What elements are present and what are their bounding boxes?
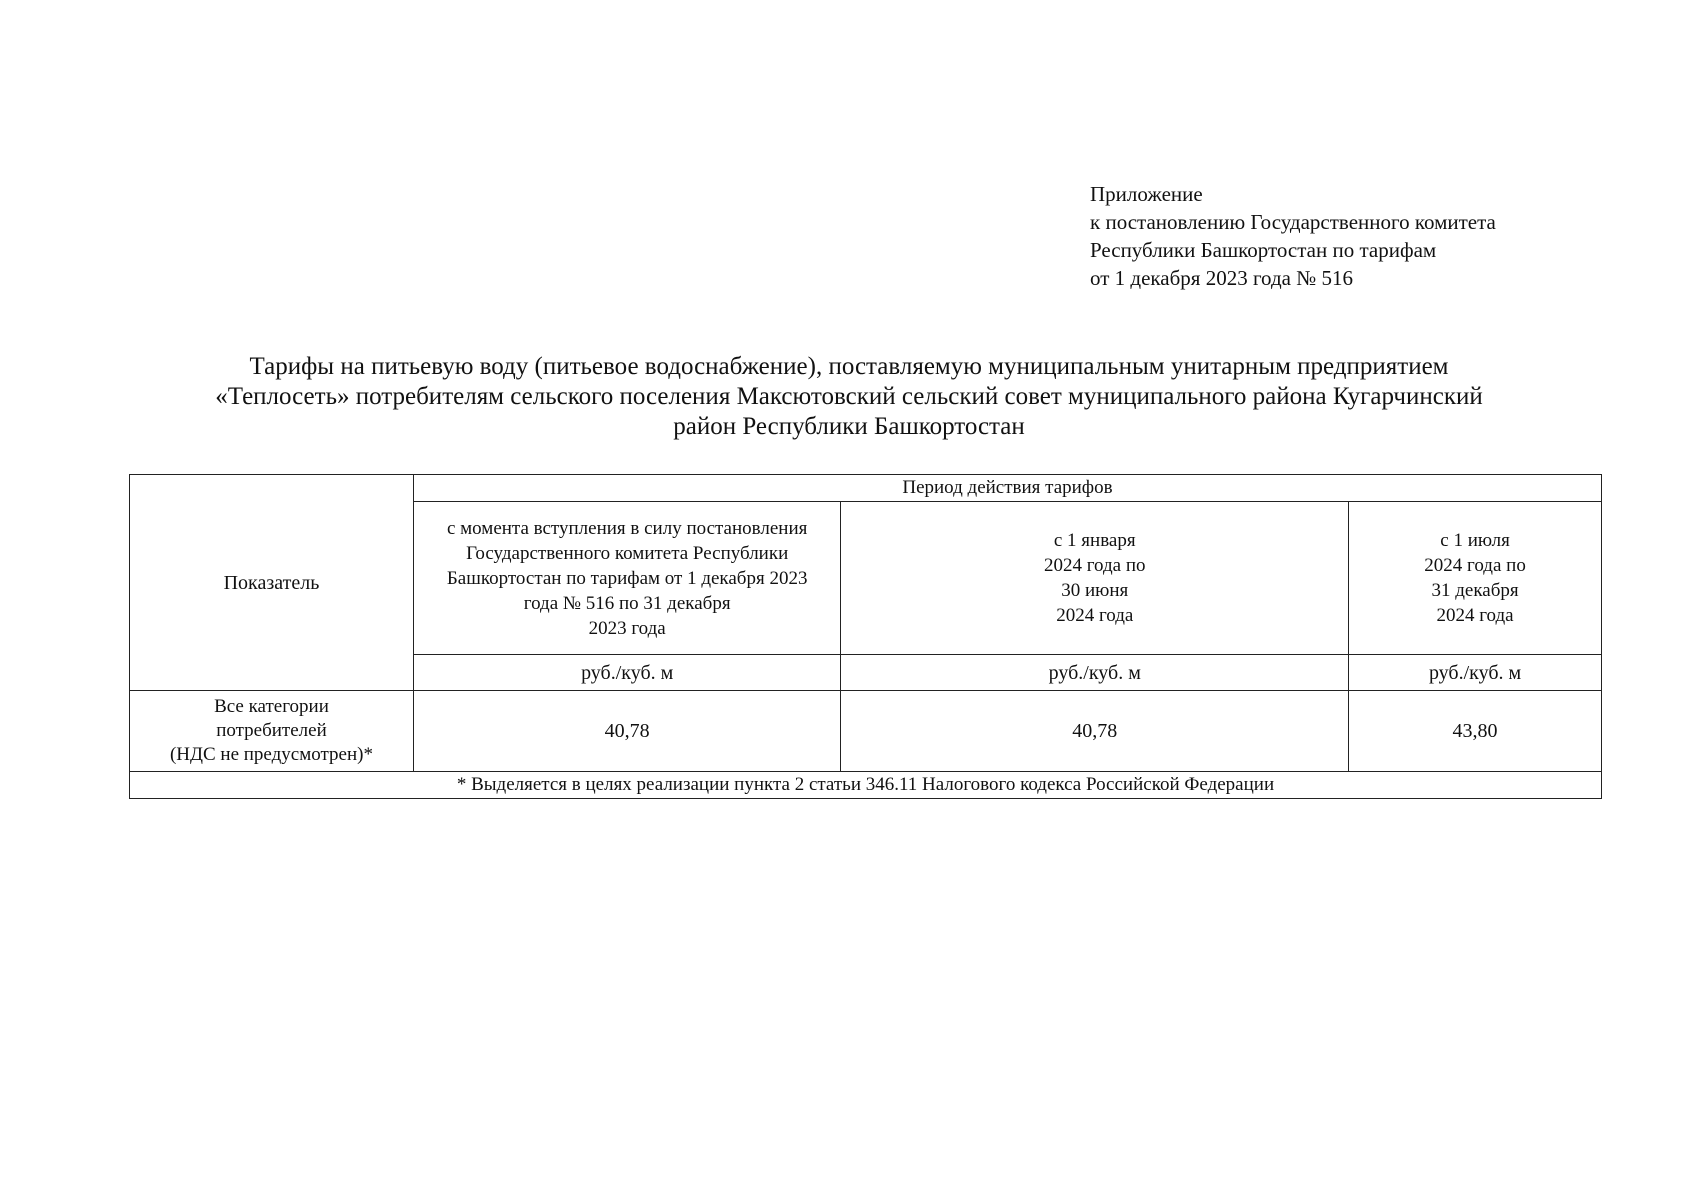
period-3-line: 2024 года по	[1424, 555, 1526, 576]
tariff-table	[129, 474, 1602, 799]
period-1-cell	[413, 502, 840, 655]
appendix-line: Республики Башкортостан по тарифам	[1090, 238, 1437, 262]
period-2-line: 2024 года	[1056, 605, 1134, 626]
period-3-line: с 1 июля	[1440, 530, 1510, 551]
tariff-value: 40,78	[841, 691, 1349, 772]
appendix-line: к постановлению Государственного комитета	[1090, 210, 1496, 234]
period-2-cell	[841, 502, 1349, 655]
appendix-line: от 1 декабря 2023 года № 516	[1090, 266, 1353, 290]
title-line: «Теплосеть» потребителям сельского поселения Максютовский сельский совет муниципального района Кугарчинский	[215, 383, 1483, 410]
period-1-line: года № 516 по 31 декабря	[523, 592, 731, 614]
footnote: * Выделяется в целях реализации пункта 2 статьи 346.11 Налогового кодекса Российской Федерации	[130, 772, 1602, 799]
unit-cell: руб./куб. м	[413, 655, 840, 691]
period-2-line: 2024 года по	[1043, 555, 1146, 576]
period-1-line: Башкортостан по тарифам от 1 декабря 2023	[446, 567, 808, 589]
period-2-line: с 1 января	[1053, 530, 1136, 551]
period-1-line: с момента вступления в силу постановления	[446, 517, 808, 539]
period-1-line: 2023 года	[588, 617, 666, 639]
period-3-line: 2024 года	[1436, 605, 1514, 626]
unit-cell: руб./куб. м	[1349, 655, 1602, 691]
indicator-header: Показатель	[130, 475, 414, 691]
period-3-cell	[1349, 502, 1602, 655]
document-title	[118, 352, 1580, 442]
table-row	[130, 691, 1602, 772]
tariff-value: 43,80	[1349, 691, 1602, 772]
title-line: район Республики Башкортостан	[673, 413, 1025, 440]
category-line: потребителей	[216, 720, 327, 741]
period-3-line: 31 декабря	[1431, 580, 1519, 601]
period-header: Период действия тарифов	[413, 475, 1601, 502]
category-cell	[130, 691, 414, 772]
category-line: Все категории	[214, 696, 329, 717]
appendix-line: Приложение	[1090, 182, 1203, 206]
category-line: (НДС не предусмотрен)*	[169, 744, 373, 765]
unit-cell: руб./куб. м	[841, 655, 1349, 691]
table-header-row	[130, 475, 1602, 502]
tariff-value: 40,78	[413, 691, 840, 772]
appendix-block	[1090, 180, 1496, 292]
period-1-line: Государственного комитета Республики	[466, 542, 789, 564]
period-2-line: 30 июня	[1061, 580, 1129, 601]
title-line: Тарифы на питьевую воду (питьевое водоснабжение), поставляемую муниципальным унитарным предприятием	[249, 353, 1449, 380]
footnote-row	[130, 772, 1602, 799]
